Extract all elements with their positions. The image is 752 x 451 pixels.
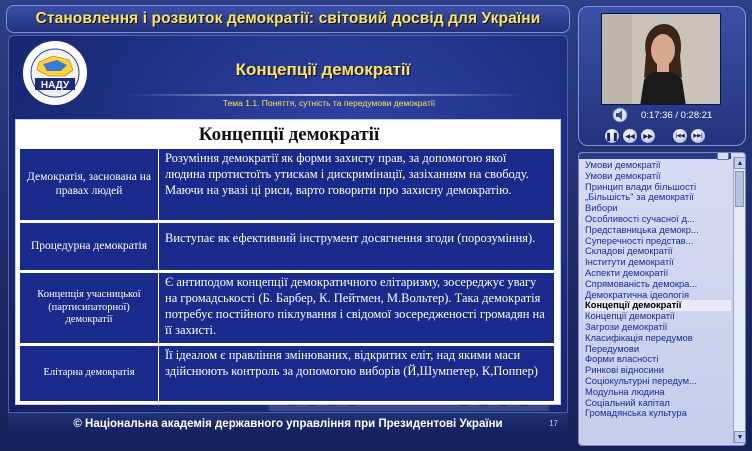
toc-item[interactable]: Концепції демократії <box>585 311 675 322</box>
toc-item[interactable]: Особливості сучасної д... <box>585 213 695 224</box>
toc-item[interactable]: „Більшість" за демократії <box>585 192 694 203</box>
slide-topic-subtitle: Тема 1.1. Поняття, сутність та передумови демократії <box>222 98 436 108</box>
pause-icon: ❚❚ <box>605 131 619 141</box>
toc-item[interactable]: Громадянська культура <box>585 408 687 419</box>
toc-item[interactable]: Соціокультурні передум... <box>585 375 697 386</box>
pause-button[interactable] <box>605 129 619 143</box>
concept-definition: Її ідеалом є правління змінюваних, відкритих еліт, над якими маси здійснюють контроль за допомогою виборів (Й,Шумпетер, К,Поппер) <box>165 348 538 378</box>
scroll-down-icon[interactable]: ▼ <box>734 431 746 443</box>
toc-item[interactable]: Інститути демократії <box>585 257 674 268</box>
concept-term: Концепція учасницької (партисипаторної) демократії <box>20 273 159 343</box>
scroll-up-icon[interactable]: ▲ <box>734 157 746 169</box>
copyright-footer <box>8 412 568 435</box>
toc-item[interactable]: Умови демократії <box>585 160 661 170</box>
table-of-contents <box>578 152 746 446</box>
course-header <box>6 5 570 33</box>
scroll-thumb[interactable] <box>735 171 744 207</box>
last-slide-button[interactable] <box>691 129 705 143</box>
toc-list <box>585 160 731 419</box>
video-player <box>578 6 746 146</box>
copyright-text: © Національна академія державного управління при Президентові України <box>73 418 503 430</box>
toc-item[interactable]: Модульна людина <box>585 386 665 397</box>
toc-item[interactable]: Загрози демократії <box>585 321 668 332</box>
concept-row <box>20 273 554 343</box>
content-panel <box>15 119 561 405</box>
toc-item[interactable]: Демократична ідеологія <box>585 289 690 300</box>
logo-text: НАДУ <box>40 80 70 91</box>
concept-term: Демократія, заснована на правах людей <box>20 149 159 220</box>
toc-item[interactable]: Вибори <box>585 203 618 214</box>
slide-page-number: 17 <box>549 419 558 428</box>
concept-definition: Виступає як ефективний інструмент досягнення згоди (порозуміння). <box>165 231 536 245</box>
toc-item[interactable]: Спрямованість демокра... <box>585 278 698 289</box>
previous-slide-button[interactable] <box>623 129 637 143</box>
concept-definition: Є антиподом концепції демократичного елітаризму, зосереджує увагу на громадськості (Б. Барбер, К. Пейтмен, М.Вольтер). Така демократія потребує постійного піклування і свідомої зосередженості громадян на її захисті. <box>165 275 545 337</box>
toc-scrollbar[interactable] <box>733 157 745 443</box>
toc-item[interactable]: Форми власності <box>585 354 659 365</box>
concept-row <box>20 346 554 401</box>
toc-item[interactable]: Передумови <box>585 343 640 354</box>
toc-item[interactable]: Умови демократії <box>585 170 661 181</box>
concept-row <box>20 223 554 270</box>
lecturer-video[interactable] <box>601 13 721 105</box>
concept-term: Процедурна демократія <box>20 223 159 270</box>
title-divider <box>125 94 525 96</box>
concept-row <box>20 149 554 220</box>
toc-item[interactable]: Аспекти демократії <box>585 267 669 278</box>
playback-controls <box>605 129 725 145</box>
next-slide-button[interactable] <box>641 129 655 143</box>
concept-definition: Розуміння демократії як форми захисту прав, за допомогою якої людина протистоїть утискам і дискримінації, зазіханням на свободу. Маючи на увазі ці риси, варто говорити про захисну демократію. <box>165 151 529 197</box>
nadu-logo <box>13 38 101 108</box>
toc-item[interactable]: Представницька демокр... <box>585 224 699 235</box>
toc-item[interactable]: Ринкові відносини <box>585 365 665 376</box>
toc-item[interactable]: Класифікація передумов <box>585 332 693 343</box>
skip-forward-icon: ▶▶ <box>643 133 653 140</box>
toc-item[interactable]: Концепції демократії <box>585 300 731 311</box>
first-slide-button[interactable] <box>673 129 687 143</box>
course-title: Становлення і розвиток демократії: світовий досвід для України <box>35 10 541 27</box>
toc-item[interactable]: Складові демократії <box>585 246 673 257</box>
content-title: Концепції демократії <box>198 124 380 145</box>
skip-back-icon: ◀◀ <box>625 133 635 140</box>
slide-area <box>8 35 568 435</box>
concept-term: Елітарна демократія <box>20 346 159 401</box>
slide-topic-title: Концепції демократії <box>235 60 411 79</box>
fast-forward-icon: ▶▶| <box>693 133 703 139</box>
toc-item[interactable]: Соціальний капітал <box>585 397 670 408</box>
toc-item[interactable]: Суперечності представ... <box>585 235 694 246</box>
toc-slider-knob[interactable] <box>717 152 729 160</box>
toc-progress-slider[interactable] <box>579 153 731 159</box>
toc-item[interactable]: Принцип влади більшості <box>585 181 697 192</box>
playback-time: 0:17:36 / 0:28:21 <box>641 110 713 121</box>
volume-icon[interactable] <box>611 107 629 123</box>
rewind-icon: |◀◀ <box>675 133 685 139</box>
